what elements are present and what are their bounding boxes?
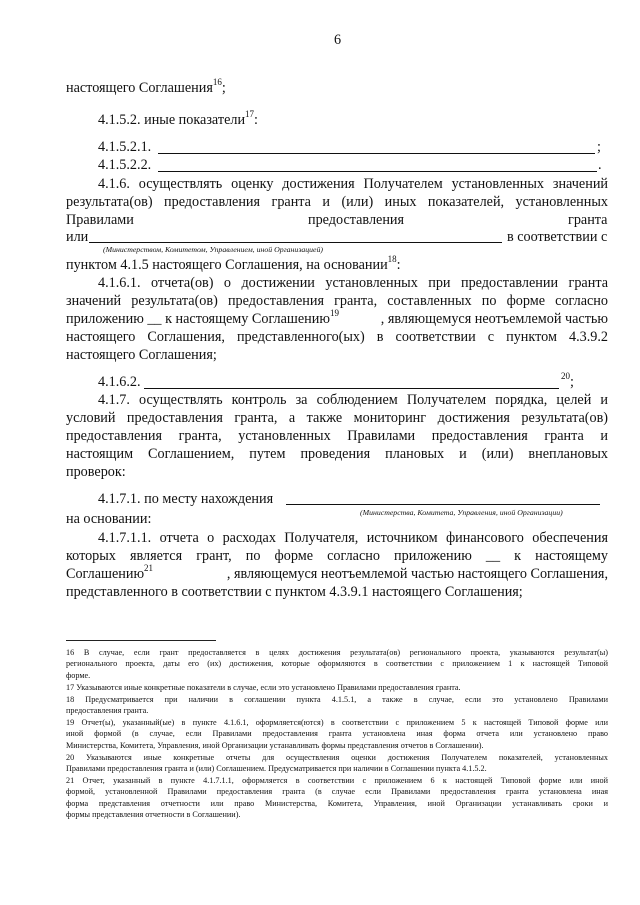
- footnote-line: 18 Предусматривается при наличии в соглашении пункта 4.1.5.1, а также в случае, если это установлено Правилами: [66, 694, 608, 704]
- footnote: [66, 717, 608, 751]
- clause-4-1-7-1-1: 4.1.7.1.1. отчета о расходах Получателя, источником финансового обеспечения: [98, 530, 608, 546]
- footnote: [66, 647, 608, 681]
- footnote-line: предоставления гранта.: [66, 706, 149, 716]
- footnote-line: 16 В случае, если грант предоставляется в целях достижения результата(ов) регионального проекта, указываются результат(ы): [66, 648, 608, 657]
- text-line: представленного в соответствии с пунктом 4.3.9.1 настоящего Соглашения;: [66, 584, 523, 600]
- fill-in-line: [89, 242, 502, 243]
- text-line: Соглашению$^{21}$ , являющемуся неотъемлемой частью настоящего Соглашения,: [66, 563, 608, 582]
- footnote-line: формой, установленной Правилами предоставления гранта (в случае если Правилами предоставления гранта установлена иная: [66, 787, 608, 797]
- clause-4-1-7-1: 4.1.7.1. по месту нахождения: [98, 491, 274, 507]
- clause-4-1-5-2-1: 4.1.5.2.1.: [98, 139, 152, 155]
- footnote: [66, 752, 608, 775]
- text-line: пунктом 4.1.5 настоящего Соглашения, на основании$^{18}$:: [66, 254, 401, 273]
- footnote-separator: [66, 640, 216, 641]
- footnote-line: Правилами предоставления гранта и (или) Соглашением. Предусматривается при наличии в Соглашении пункта 4.1.5.2.: [66, 764, 487, 774]
- fill-in-line: [158, 153, 595, 154]
- text-line: проверок:: [66, 464, 126, 480]
- footnote-line: форме.: [66, 670, 91, 680]
- text-line: на основании:: [66, 511, 152, 527]
- text-line: настоящим Соглашением, путем проведения плановых и (или) внеплановых: [66, 446, 608, 462]
- punct: .: [598, 157, 602, 173]
- clause-4-1-7: 4.1.7. осуществлять контроль за соблюдением Получателем порядка, целей и: [98, 392, 608, 408]
- field-caption: (Министерства, Комитета, Управления, иной Организации): [360, 508, 563, 517]
- page-number: 6: [334, 32, 342, 48]
- text-line: предоставления гранта, установленных Правилами предоставления гранта и: [66, 428, 608, 444]
- text-line: результата(ов) предоставления гранта и (или) иных показателей, установленных: [66, 194, 608, 210]
- clause-4-1-6-1: 4.1.6.1. отчета(ов) о достижении установленных при предоставлении гранта: [98, 275, 608, 291]
- footnote-line: 21 Отчет, указанный в пункте 4.1.7.1.1, оформляется в соответствии с приложением 6 к настоящей Типовой форме или иной: [66, 775, 608, 785]
- clause-4-1-6: 4.1.6. осуществлять оценку достижения Получателем установленных значений: [98, 176, 608, 192]
- footnote-line: форма представления отчетности или право Министерства, Комитета, Управления, иной Организации устанавливать сроки и: [66, 798, 608, 808]
- text-line: которых является грант, по форме согласно приложению __ к настоящему: [66, 548, 608, 564]
- text-line: настоящего Соглашения$^{16}$;: [66, 77, 226, 96]
- footnotes: [66, 647, 608, 821]
- text-word: предоставления: [308, 212, 405, 228]
- text-word: Правилами: [66, 212, 134, 228]
- footnote-line: формы представления отчетности в Соглашении).: [66, 810, 241, 820]
- footnote: [66, 775, 608, 821]
- fill-in-line: [144, 388, 559, 389]
- footnote-ref: $^{20}$;: [561, 371, 574, 390]
- fill-in-line: [286, 504, 600, 505]
- clause-4-1-5-2: 4.1.5.2. иные показатели$^{17}$:: [98, 109, 258, 128]
- text-word: или: [66, 229, 89, 245]
- footnote: [66, 682, 608, 693]
- footnote-line: 20 Указываются иные конкретные отчеты для осуществления оценки достижения Получателем показателей, установленных: [66, 752, 608, 762]
- footnote-line: регионального проекта, даты его (их) достижения, которые оформляются в соответствии с приложением 1 к настоящей Типовой: [66, 659, 608, 669]
- field-caption: (Министерством, Комитетом, Управлением, иной Организацией): [103, 245, 324, 254]
- text-line: приложению __ к настоящему Соглашению$^{19}$ , являющемуся неотъемлемой частью: [66, 308, 608, 327]
- text-line: настоящего Соглашения;: [66, 347, 217, 363]
- punct: ;: [597, 139, 601, 155]
- text-line: настоящего Соглашения, представленного(ых) в соответствии с пунктом 4.3.9.2: [66, 329, 608, 345]
- text-line: условий предоставления гранта, а также мониторинг достижения результата(ов): [66, 410, 608, 426]
- footnote-line: 17 Указываются иные конкретные показатели в случае, если это установлено Правилами предоставления гранта.: [66, 682, 461, 692]
- footnote-line: Министерства, Комитета, Управления, иной Организации устанавливать формы представления отчетов в Соглашении).: [66, 740, 484, 750]
- text-word: в соответствии с: [507, 229, 608, 245]
- footnote-line: иной формой (в случае, если Правилами предоставления гранта установлена иная форма отчета или установлено право: [66, 729, 608, 739]
- footnote: [66, 694, 608, 717]
- clause-4-1-5-2-2: 4.1.5.2.2.: [98, 157, 152, 173]
- text-line: значений результата(ов) предоставления гранта, составленных по форме согласно: [66, 293, 608, 309]
- text-word: гранта: [568, 212, 608, 228]
- footnote-line: 19 Отчет(ы), указанный(ые) в пункте 4.1.6.1, оформляется(ются) в соответствии с приложением 5 к настоящей Типовой форме или: [66, 717, 608, 727]
- fill-in-line: [158, 171, 597, 172]
- clause-4-1-6-2: 4.1.6.2.: [98, 374, 141, 390]
